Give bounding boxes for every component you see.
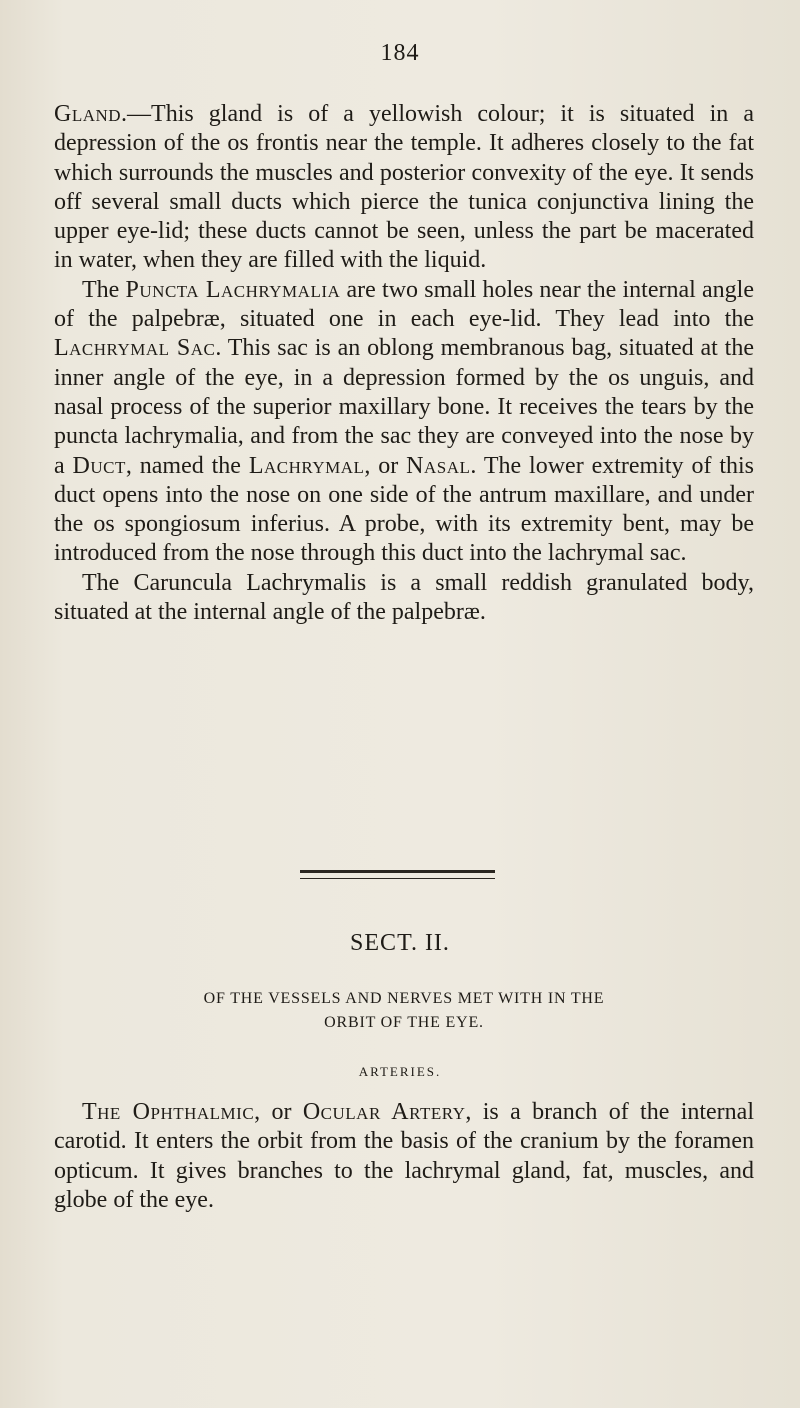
paragraph-puncta bbox=[54, 276, 754, 569]
gland-text: .—This gland is of a yellowish colour; it is situated in a depression of the os frontis near the temple. It adheres closely to the fat which surrounds the muscles and posterior convexity of the eye. It sends off several small ducts which pierce the tunica conjunctiva lining the upper eye-lid; these ducts cannot be seen, unless the part be macerated in water, when they are filled with the liquid. bbox=[54, 101, 754, 274]
ocular-artery-term: Ocular Artery bbox=[302, 1099, 466, 1125]
paragraph-gland bbox=[54, 100, 754, 276]
section-subtitle bbox=[54, 987, 754, 1035]
puncta-text-1: The bbox=[82, 276, 126, 303]
lachrymal-sac-term: Lachrymal Sac bbox=[54, 335, 216, 362]
puncta-text-6: . The lower extremity of this duct opens into the nose on one side of the antrum maxillare, and under the os spongiosum inferius. A probe, with its extremity bent, may be introduced from the nose through this duct into the lachrymal sac. bbox=[54, 452, 754, 567]
page-number: 184 bbox=[380, 40, 420, 66]
ophthalmic-text-1: , or bbox=[254, 1099, 303, 1125]
gland-heading: Gland bbox=[54, 101, 122, 127]
puncta-text-5: , or bbox=[364, 452, 407, 479]
puncta-text-2: are two small holes near the internal angle of the palpebræ, situated one in each eye-lid. They lead into the bbox=[54, 276, 754, 333]
nasal-term: Nasal bbox=[406, 452, 471, 479]
body-text-upper bbox=[54, 100, 754, 627]
ophthalmic-term: The Ophthalmic bbox=[82, 1099, 255, 1125]
section-subtitle-line-2: ORBIT OF THE EYE. bbox=[324, 1014, 484, 1031]
section-divider-thick bbox=[300, 870, 495, 873]
section-subtitle-line-1: OF THE VESSELS AND NERVES MET WITH IN THE bbox=[203, 990, 605, 1007]
paragraph-caruncula: The Caruncula Lachrymalis is a small reddish granulated body, situated at the internal angle of the palpebræ. bbox=[54, 569, 754, 626]
ophthalmic-text-2: , is a branch of the internal carotid. It enters the orbit from the basis of the cranium by the foramen opticum. It gives branches to the lachrymal gland, fat, muscles, and globe of the eye. bbox=[54, 1099, 754, 1213]
arteries-heading: ARTERIES. bbox=[358, 1064, 442, 1079]
section-divider-thin bbox=[300, 878, 495, 879]
puncta-text-4: , named the bbox=[125, 452, 249, 479]
section-title: SECT. II. bbox=[350, 930, 450, 956]
lachrymal-term: Lachrymal bbox=[248, 452, 365, 479]
paragraph-ophthalmic bbox=[54, 1098, 754, 1215]
puncta-text-3: . This sac is an oblong membranous bag, situated at the inner angle of the eye, in a depression formed by the os unguis, and nasal process of the superior maxillary bone. It receives the tears by the puncta lachrymalia, and from the sac they are conveyed into the nose by a bbox=[54, 335, 754, 479]
puncta-term: Puncta Lachrymalia bbox=[125, 276, 341, 303]
duct-term: Duct bbox=[72, 452, 126, 479]
